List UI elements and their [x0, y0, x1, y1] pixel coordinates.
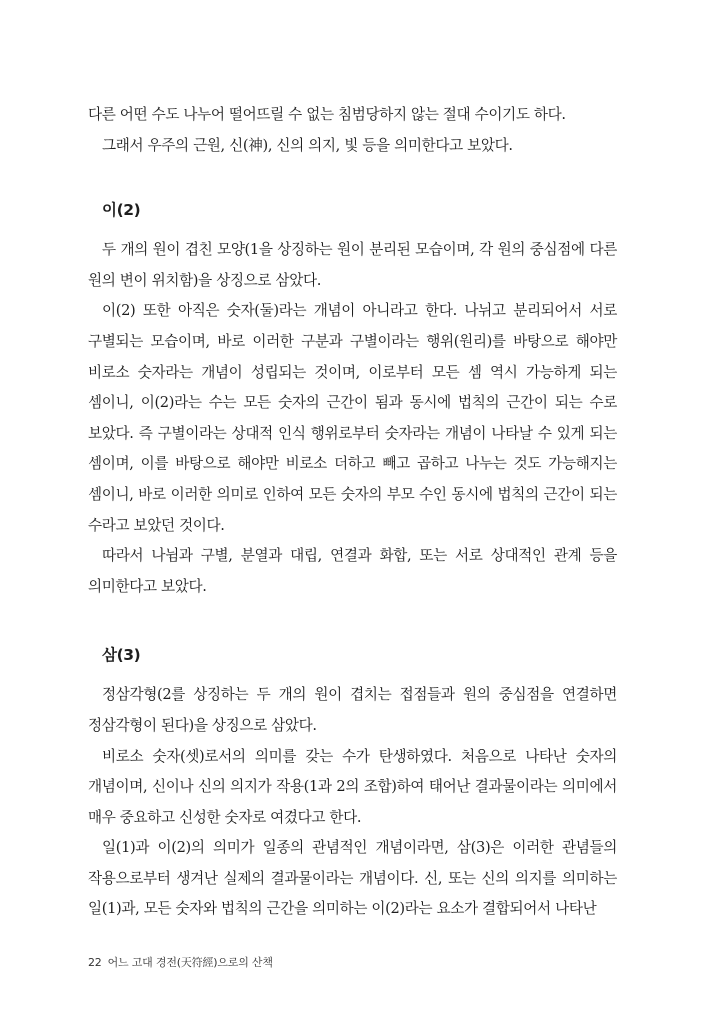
- section-three-paragraph-3: 일(1)과 이(2)의 의미가 일종의 관념적인 개념이라면, 삼(3)은 이러한 관념들의 작용으로부터 생겨난 실제의 결과물이라는 개념이다. 신, 또는 신의 의지를 의미하는 일(1)과, 모든 숫자와 법칙의 근간을 의미하는 이(2)라는 요소가 결합되어서 나타난: [88, 839, 617, 918]
- section-three-paragraph-1: 정삼각형(2를 상징하는 두 개의 원이 겹치는 접점들과 원의 중심점을 연결하면 정삼각형이 된다)을 상징으로 삼았다.: [88, 686, 617, 734]
- section-two-paragraph-3: 따라서 나뉨과 구별, 분열과 대립, 연결과 화합, 또는 서로 상대적인 관계 등을 의미한다고 보았다.: [88, 547, 617, 595]
- intro-paragraph-2: 그래서 우주의 근원, 신(神), 신의 의지, 빛 등을 의미한다고 보았다.: [102, 136, 513, 154]
- intro-paragraph-1: 다른 어떤 수도 나누어 떨어뜨릴 수 없는 침범당하지 않는 절대 수이기도 하다.: [88, 106, 566, 123]
- page-footer: [88, 954, 273, 970]
- page-body: [88, 100, 617, 925]
- section-three-paragraph-2: 비로소 숫자(셋)로서의 의미를 갖는 수가 탄생하였다. 처음으로 나타난 숫자의 개념이며, 신이나 신의 의지가 작용(1과 2의 조합)하여 태어난 결과물이라는 의미에서 매우 중요하고 신성한 숫자로 여겼다고 한다.: [88, 747, 617, 826]
- section-two-paragraph-2: 이(2) 또한 아직은 숫자(둘)라는 개념이 아니라고 한다. 나뉘고 분리되어서 서로 구별되는 모습이며, 바로 이러한 구분과 구별이라는 행위(원리)를 바탕으로 해야만 비로소 숫자라는 개념이 성립되는 것이며, 이로부터 모든 셈 역시 가능하게 되는 셈이니, 이(2)라는 수는 모든 숫자의 근간이 됨과 동시에 법칙의 근간이 되는 수로 보았다. 즉 구별이라는 상대적 인식 행위로부터 숫자라는 개념이 나타날 수 있게 되는 셈이며, 이를 바탕으로 해야만 비로소 더하고 빼고 곱하고 나누는 것도 가능해지는 셈이니, 바로 이러한 의미로 인하여 모든 숫자의 부모 수인 동시에 법칙의 근간이 되는 수라고 보았던 것이다.: [88, 302, 617, 534]
- section-three-heading: 삼(3): [102, 646, 141, 665]
- book-title: 어느 고대 경전(天符經)으로의 산책: [107, 956, 273, 969]
- section-two-heading: 이(2): [102, 201, 141, 220]
- section-two-paragraph-1: 두 개의 원이 겹친 모양(1을 상징하는 원이 분리된 모습이며, 각 원의 중심점에 다른 원의 변이 위치함)을 상징으로 삼았다.: [88, 241, 617, 289]
- page-number: 22: [88, 956, 102, 969]
